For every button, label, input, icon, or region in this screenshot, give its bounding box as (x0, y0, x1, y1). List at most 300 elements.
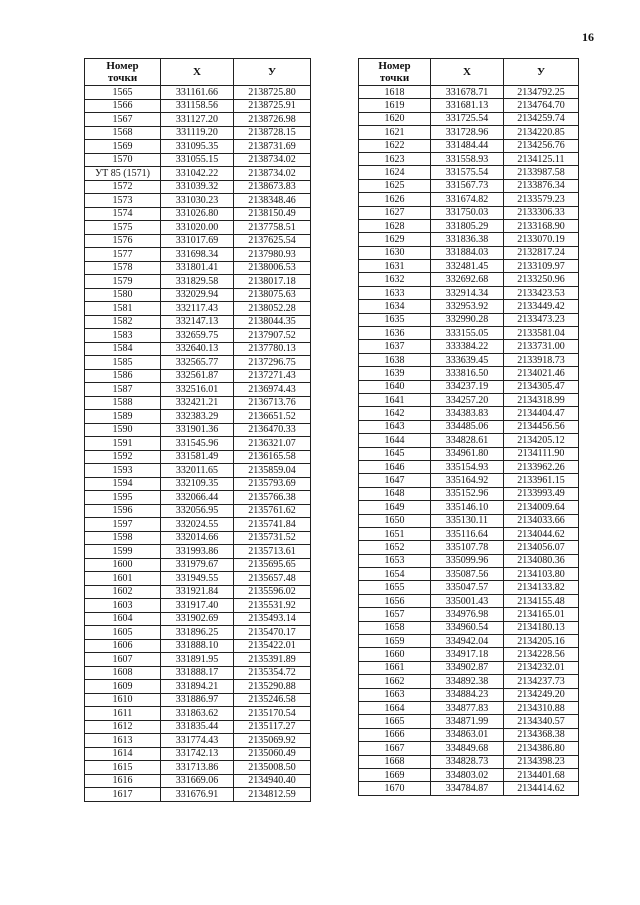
x-cell: 332029.94 (161, 288, 234, 302)
x-cell: 331742.13 (161, 747, 234, 761)
x-cell: 335099.96 (431, 554, 504, 567)
table-row (359, 206, 579, 219)
y-cell: 2135246.58 (234, 693, 311, 707)
x-cell: 334383.83 (431, 407, 504, 420)
y-cell: 2137780.13 (234, 342, 311, 356)
y-cell: 2135531.92 (234, 599, 311, 613)
x-cell: 331698.34 (161, 248, 234, 262)
point-number-cell: 1574 (85, 207, 161, 221)
point-number-cell: 1614 (85, 747, 161, 761)
y-cell: 2135008.50 (234, 761, 311, 775)
y-cell: 2133987.58 (504, 166, 579, 179)
point-number-cell: 1621 (359, 126, 431, 139)
x-cell: 331921.84 (161, 585, 234, 599)
point-number-cell: 1609 (85, 680, 161, 694)
table-row (359, 233, 579, 246)
x-cell: 335154.93 (431, 460, 504, 473)
y-cell: 2137271.43 (234, 369, 311, 383)
y-cell: 2135060.49 (234, 747, 311, 761)
x-cell: 331017.69 (161, 234, 234, 248)
point-number-cell: 1568 (85, 126, 161, 140)
header-y: У (234, 59, 311, 86)
y-cell: 2134398.23 (504, 755, 579, 768)
point-number-cell: 1664 (359, 701, 431, 714)
point-number-cell: 1650 (359, 514, 431, 527)
table-row (359, 501, 579, 514)
x-cell: 334884.23 (431, 688, 504, 701)
x-cell: 331949.55 (161, 572, 234, 586)
y-cell: 2138075.63 (234, 288, 311, 302)
y-cell: 2134456.56 (504, 420, 579, 433)
table-row (85, 234, 311, 248)
x-cell: 331095.35 (161, 140, 234, 154)
x-cell: 331805.29 (431, 219, 504, 232)
point-number-cell: 1601 (85, 572, 161, 586)
point-number-cell: 1606 (85, 639, 161, 653)
x-cell: 331678.71 (431, 86, 504, 99)
y-cell: 2134256.76 (504, 139, 579, 152)
table-row (359, 755, 579, 768)
table-header-row (359, 59, 579, 86)
y-cell: 2135731.52 (234, 531, 311, 545)
x-cell: 331886.97 (161, 693, 234, 707)
table-row (85, 153, 311, 167)
point-number-cell: 1661 (359, 661, 431, 674)
point-number-cell: 1663 (359, 688, 431, 701)
point-number-cell: 1582 (85, 315, 161, 329)
y-cell: 2134940.40 (234, 774, 311, 788)
x-cell: 331484.44 (431, 139, 504, 152)
point-number-cell: 1652 (359, 541, 431, 554)
table-row (359, 635, 579, 648)
y-cell: 2134404.47 (504, 407, 579, 420)
point-number-cell: 1669 (359, 768, 431, 781)
x-cell: 333384.22 (431, 340, 504, 353)
point-number-cell: 1591 (85, 437, 161, 451)
point-number-cell: 1612 (85, 720, 161, 734)
y-cell: 2133993.49 (504, 487, 579, 500)
x-cell: 331901.36 (161, 423, 234, 437)
x-cell: 331896.25 (161, 626, 234, 640)
y-cell: 2137758.51 (234, 221, 311, 235)
point-number-cell: 1644 (359, 434, 431, 447)
y-cell: 2134009.64 (504, 501, 579, 514)
point-number-cell: УТ 85 (1571) (85, 167, 161, 181)
table-row (359, 407, 579, 420)
x-cell: 331713.86 (161, 761, 234, 775)
point-number-cell: 1629 (359, 233, 431, 246)
table-row (85, 140, 311, 154)
x-cell: 332421.21 (161, 396, 234, 410)
table-row (359, 554, 579, 567)
point-number-cell: 1611 (85, 707, 161, 721)
y-cell: 2136165.58 (234, 450, 311, 464)
table-row (85, 788, 311, 802)
point-number-cell: 1630 (359, 246, 431, 259)
y-cell: 2133473.23 (504, 313, 579, 326)
table-row (359, 260, 579, 273)
y-cell: 2134340.57 (504, 715, 579, 728)
x-cell: 333639.45 (431, 353, 504, 366)
table-row (85, 315, 311, 329)
y-cell: 2135391.89 (234, 653, 311, 667)
x-cell: 331567.73 (431, 179, 504, 192)
y-cell: 2133449.42 (504, 300, 579, 313)
x-cell: 332011.65 (161, 464, 234, 478)
x-cell: 331030.23 (161, 194, 234, 208)
table-row (85, 275, 311, 289)
table-row (85, 86, 311, 100)
point-number-cell: 1584 (85, 342, 161, 356)
y-cell: 2134368.38 (504, 728, 579, 741)
point-number-cell: 1588 (85, 396, 161, 410)
x-cell: 332056.95 (161, 504, 234, 518)
x-cell: 334917.18 (431, 648, 504, 661)
table-row (85, 518, 311, 532)
point-number-cell: 1670 (359, 782, 431, 795)
point-number-cell: 1622 (359, 139, 431, 152)
point-number-cell: 1570 (85, 153, 161, 167)
x-cell: 331894.21 (161, 680, 234, 694)
point-number-cell: 1657 (359, 608, 431, 621)
table-row (359, 608, 579, 621)
y-cell: 2134111.90 (504, 447, 579, 460)
x-cell: 334902.87 (431, 661, 504, 674)
table-row (85, 747, 311, 761)
x-cell: 334257.20 (431, 393, 504, 406)
y-cell: 2135470.17 (234, 626, 311, 640)
x-cell: 334784.87 (431, 782, 504, 795)
x-cell: 334877.83 (431, 701, 504, 714)
point-number-cell: 1617 (85, 788, 161, 802)
y-cell: 2133306.33 (504, 206, 579, 219)
x-cell: 331042.22 (161, 167, 234, 181)
y-cell: 2135657.48 (234, 572, 311, 586)
y-cell: 2133423.53 (504, 286, 579, 299)
y-cell: 2134401.68 (504, 768, 579, 781)
x-cell: 332516.01 (161, 383, 234, 397)
table-row (359, 353, 579, 366)
table-row (359, 246, 579, 259)
point-number-cell: 1586 (85, 369, 161, 383)
table-row (85, 653, 311, 667)
point-number-cell: 1638 (359, 353, 431, 366)
point-number-cell: 1649 (359, 501, 431, 514)
point-number-cell: 1631 (359, 260, 431, 273)
point-number-cell: 1660 (359, 648, 431, 661)
table-row (359, 380, 579, 393)
x-cell: 331575.54 (431, 166, 504, 179)
x-cell: 334849.68 (431, 742, 504, 755)
y-cell: 2133168.90 (504, 219, 579, 232)
y-cell: 2138150.49 (234, 207, 311, 221)
x-cell: 331039.32 (161, 180, 234, 194)
table-row (85, 180, 311, 194)
x-cell: 331020.00 (161, 221, 234, 235)
y-cell: 2135069.92 (234, 734, 311, 748)
point-number-cell: 1599 (85, 545, 161, 559)
x-cell: 334863.01 (431, 728, 504, 741)
x-cell: 332953.92 (431, 300, 504, 313)
table-row (85, 248, 311, 262)
table-body (359, 86, 579, 796)
table-row (359, 648, 579, 661)
x-cell: 331891.95 (161, 653, 234, 667)
x-cell: 334976.98 (431, 608, 504, 621)
x-cell: 331158.56 (161, 99, 234, 113)
y-cell: 2136713.76 (234, 396, 311, 410)
point-number-cell: 1633 (359, 286, 431, 299)
x-cell: 334237.19 (431, 380, 504, 393)
y-cell: 2135354.72 (234, 666, 311, 680)
point-number-cell: 1636 (359, 327, 431, 340)
x-cell: 333155.05 (431, 327, 504, 340)
point-number-cell: 1620 (359, 112, 431, 125)
table-row (85, 707, 311, 721)
y-cell: 2138728.15 (234, 126, 311, 140)
point-number-cell: 1634 (359, 300, 431, 313)
table-row (359, 420, 579, 433)
y-cell: 2136321.07 (234, 437, 311, 451)
table-row (85, 626, 311, 640)
table-row (85, 369, 311, 383)
point-number-cell: 1597 (85, 518, 161, 532)
table-row (359, 514, 579, 527)
table-row (85, 207, 311, 221)
y-cell: 2133918.73 (504, 353, 579, 366)
point-number-cell: 1623 (359, 152, 431, 165)
x-cell: 334803.02 (431, 768, 504, 781)
y-cell: 2138348.46 (234, 194, 311, 208)
point-number-cell: 1627 (359, 206, 431, 219)
x-cell: 332117.43 (161, 302, 234, 316)
table-row (359, 782, 579, 795)
table-row (359, 112, 579, 125)
point-number-cell: 1573 (85, 194, 161, 208)
point-number-cell: 1575 (85, 221, 161, 235)
x-cell: 332066.44 (161, 491, 234, 505)
point-number-cell: 1640 (359, 380, 431, 393)
x-cell: 335001.43 (431, 594, 504, 607)
x-cell: 335146.10 (431, 501, 504, 514)
header-point-number: Номер точки (85, 59, 161, 86)
y-cell: 2134056.07 (504, 541, 579, 554)
table-body (85, 86, 311, 802)
point-number-cell: 1624 (359, 166, 431, 179)
table-row (359, 273, 579, 286)
y-cell: 2133731.00 (504, 340, 579, 353)
point-number-cell: 1603 (85, 599, 161, 613)
table-row (359, 434, 579, 447)
x-cell: 331026.80 (161, 207, 234, 221)
x-cell: 331681.13 (431, 99, 504, 112)
point-number-cell: 1632 (359, 273, 431, 286)
table-row (359, 594, 579, 607)
x-cell: 332565.77 (161, 356, 234, 370)
y-cell: 2135290.88 (234, 680, 311, 694)
x-cell: 331581.49 (161, 450, 234, 464)
y-cell: 2135596.02 (234, 585, 311, 599)
table-row (85, 464, 311, 478)
point-number-cell: 1665 (359, 715, 431, 728)
y-cell: 2135422.01 (234, 639, 311, 653)
header-y: У (504, 59, 579, 86)
x-cell: 331888.10 (161, 639, 234, 653)
table-row (85, 450, 311, 464)
table-row (359, 367, 579, 380)
point-number-cell: 1656 (359, 594, 431, 607)
point-number-cell: 1594 (85, 477, 161, 491)
table-row (359, 661, 579, 674)
y-cell: 2134237.73 (504, 675, 579, 688)
table-row (85, 342, 311, 356)
point-number-cell: 1593 (85, 464, 161, 478)
point-number-cell: 1615 (85, 761, 161, 775)
table-row (359, 340, 579, 353)
y-cell: 2133876.34 (504, 179, 579, 192)
x-cell: 331917.40 (161, 599, 234, 613)
table-row (85, 126, 311, 140)
header-x: X (431, 59, 504, 86)
x-cell: 331979.67 (161, 558, 234, 572)
y-cell: 2135741.84 (234, 518, 311, 532)
table-row (359, 541, 579, 554)
y-cell: 2133109.97 (504, 260, 579, 273)
x-cell: 331127.20 (161, 113, 234, 127)
point-number-cell: 1590 (85, 423, 161, 437)
table-row (85, 383, 311, 397)
table-row (359, 447, 579, 460)
point-number-cell: 1602 (85, 585, 161, 599)
y-cell: 2135170.54 (234, 707, 311, 721)
table-row (85, 356, 311, 370)
x-cell: 331055.15 (161, 153, 234, 167)
table-row (85, 410, 311, 424)
point-number-cell: 1600 (85, 558, 161, 572)
y-cell: 2138673.83 (234, 180, 311, 194)
point-number-cell: 1608 (85, 666, 161, 680)
table-row (85, 302, 311, 316)
x-cell: 332024.55 (161, 518, 234, 532)
y-cell: 2134232.01 (504, 661, 579, 674)
x-cell: 335130.11 (431, 514, 504, 527)
y-cell: 2134220.85 (504, 126, 579, 139)
y-cell: 2134318.99 (504, 393, 579, 406)
x-cell: 332147.13 (161, 315, 234, 329)
point-number-cell: 1666 (359, 728, 431, 741)
x-cell: 335152.96 (431, 487, 504, 500)
table-row (359, 715, 579, 728)
y-cell: 2134414.62 (504, 782, 579, 795)
x-cell: 334871.99 (431, 715, 504, 728)
point-number-cell: 1566 (85, 99, 161, 113)
table-row (359, 688, 579, 701)
table-row (85, 545, 311, 559)
coordinates-table-left (84, 58, 311, 802)
point-number-cell: 1619 (359, 99, 431, 112)
x-cell: 335164.92 (431, 474, 504, 487)
y-cell: 2134044.62 (504, 527, 579, 540)
y-cell: 2137296.75 (234, 356, 311, 370)
y-cell: 2138734.02 (234, 167, 311, 181)
table-row (85, 261, 311, 275)
point-number-cell: 1646 (359, 460, 431, 473)
table-row (85, 194, 311, 208)
table-row (85, 720, 311, 734)
y-cell: 2134228.56 (504, 648, 579, 661)
point-number-cell: 1604 (85, 612, 161, 626)
y-cell: 2134133.82 (504, 581, 579, 594)
table-row (359, 621, 579, 634)
page-number: 16 (582, 30, 594, 44)
x-cell: 331993.86 (161, 545, 234, 559)
table-row (359, 701, 579, 714)
table-row (85, 437, 311, 451)
x-cell: 335047.57 (431, 581, 504, 594)
x-cell: 332481.45 (431, 260, 504, 273)
y-cell: 2134165.01 (504, 608, 579, 621)
x-cell: 332640.13 (161, 342, 234, 356)
y-cell: 2134305.47 (504, 380, 579, 393)
table-row (359, 768, 579, 781)
y-cell: 2134033.66 (504, 514, 579, 527)
y-cell: 2137907.52 (234, 329, 311, 343)
y-cell: 2134021.46 (504, 367, 579, 380)
x-cell: 331801.41 (161, 261, 234, 275)
x-cell: 332561.87 (161, 369, 234, 383)
x-cell: 331558.93 (431, 152, 504, 165)
point-number-cell: 1635 (359, 313, 431, 326)
y-cell: 2134386.80 (504, 742, 579, 755)
x-cell: 331725.54 (431, 112, 504, 125)
x-cell: 332914.34 (431, 286, 504, 299)
x-cell: 331888.17 (161, 666, 234, 680)
y-cell: 2136470.33 (234, 423, 311, 437)
y-cell: 2138734.02 (234, 153, 311, 167)
y-cell: 2134155.48 (504, 594, 579, 607)
point-number-cell: 1625 (359, 179, 431, 192)
point-number-cell: 1587 (85, 383, 161, 397)
x-cell: 333816.50 (431, 367, 504, 380)
x-cell: 331884.03 (431, 246, 504, 259)
table-row (85, 585, 311, 599)
table-row (85, 504, 311, 518)
x-cell: 334892.38 (431, 675, 504, 688)
y-cell: 2138725.80 (234, 86, 311, 100)
y-cell: 2135761.62 (234, 504, 311, 518)
x-cell: 334828.61 (431, 434, 504, 447)
y-cell: 2135859.04 (234, 464, 311, 478)
x-cell: 331161.66 (161, 86, 234, 100)
table-row (85, 329, 311, 343)
point-number-cell: 1583 (85, 329, 161, 343)
point-number-cell: 1647 (359, 474, 431, 487)
table-row (359, 393, 579, 406)
point-number-cell: 1616 (85, 774, 161, 788)
point-number-cell: 1565 (85, 86, 161, 100)
point-number-cell: 1658 (359, 621, 431, 634)
table-row (359, 86, 579, 99)
y-cell: 2135695.65 (234, 558, 311, 572)
y-cell: 2138006.53 (234, 261, 311, 275)
y-cell: 2132817.24 (504, 246, 579, 259)
table-row (359, 568, 579, 581)
y-cell: 2138044.35 (234, 315, 311, 329)
point-number-cell: 1578 (85, 261, 161, 275)
x-cell: 331836.38 (431, 233, 504, 246)
table-row (359, 675, 579, 688)
table-row (359, 460, 579, 473)
